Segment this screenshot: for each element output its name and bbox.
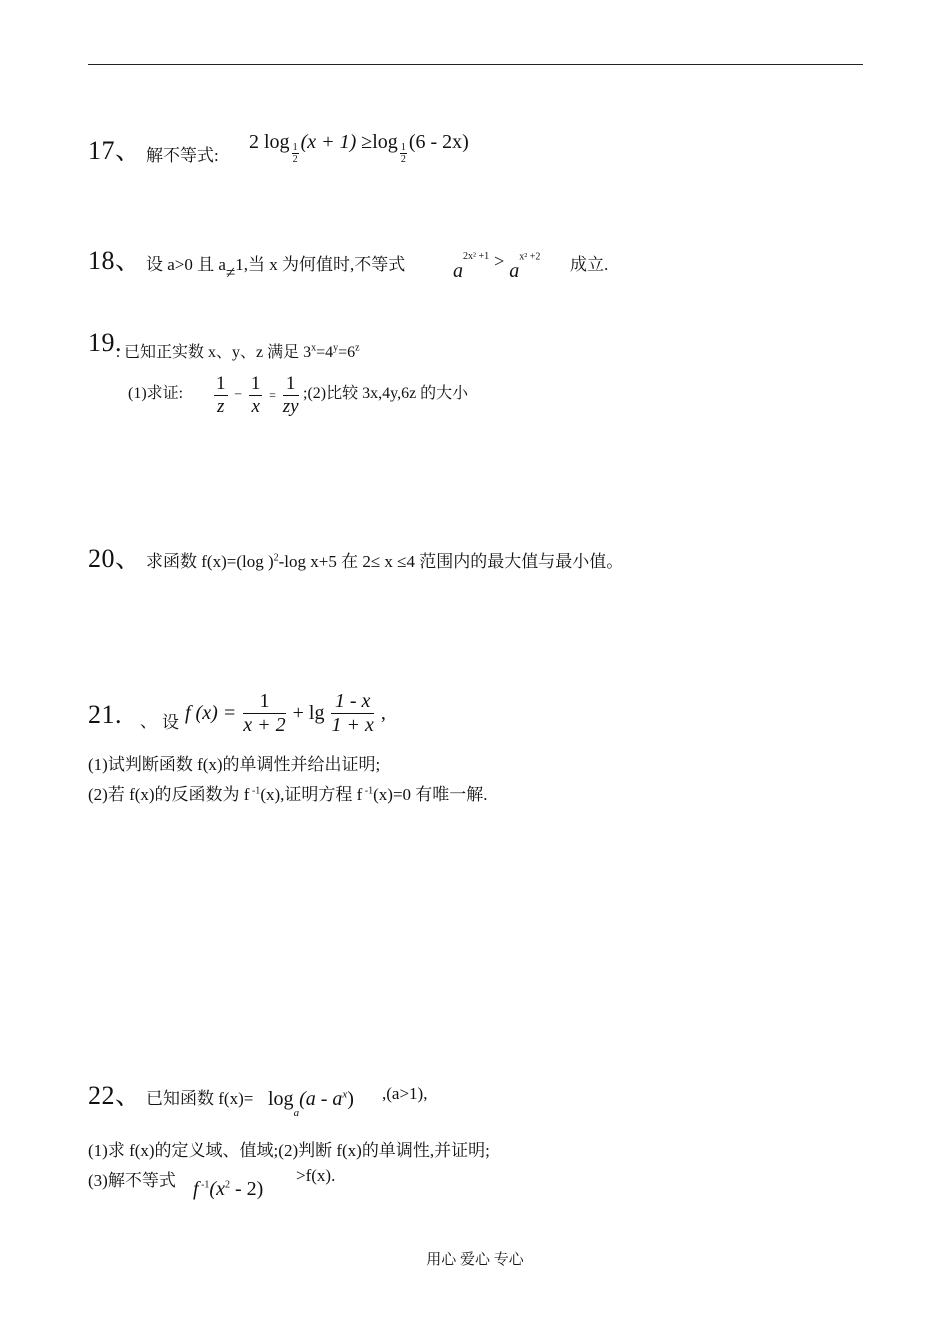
q21-lead: 设 <box>162 713 179 732</box>
q21-part2: (2)若 f(x)的反函数为 f $^{-1}$(x),证明方程 f $^{-1}$(x)=0 有唯一解. <box>88 785 488 804</box>
q22-inverse-expression: f $^{-1}(x^2 - 2)$ <box>193 1178 264 1200</box>
q22-part3-label: (3)解不等式 <box>88 1171 176 1190</box>
q22-text: 已知函数 f(x)= <box>146 1089 254 1108</box>
q19-equation: $\frac{1}{z}$ − $\frac{1}{x}$ = $\frac{1}{zy}$ <box>216 373 299 417</box>
q19-text: . 已知正实数 x、y、z 满足 $3^x=4^y=6^z$ <box>116 342 360 361</box>
q19-frac-2: $\frac{1}{x}$ <box>250 373 261 417</box>
q21-frac-2: $\frac{1 - x}{1 + x}$ <box>331 690 374 736</box>
q21-part1: (1)试判断函数 f(x)的单调性并给出证明; <box>88 755 381 774</box>
q18-number: 18、 <box>88 246 142 275</box>
page-footer: 用心 爱心 专心 <box>426 1252 524 1268</box>
q18-text: 设 a>0 且 a≠1,当 x 为何值时,不等式 <box>146 255 406 282</box>
q18-inequality: $a^{2x^2 +1} > a^{x^2 +2}$ <box>453 251 541 282</box>
q21-frac-1: $\frac{1}{x + 2}$ <box>243 690 286 736</box>
q21-sep: 、 <box>140 712 157 731</box>
header-rule <box>88 64 863 65</box>
q22-part12: (1)求 f(x)的定义域、值域;(2)判断 f(x)的单调性,并证明; <box>88 1141 490 1160</box>
q19-part1-label: (1)求证: <box>128 385 184 402</box>
q18-tail: 成立. <box>570 255 609 274</box>
q17-base-fraction: $\frac{1}{2}$ <box>292 142 298 165</box>
q21-number: 21. <box>88 700 122 729</box>
q20-text: 求函数 f(x)=(log )$^2$-log x+5 在 2≤ x ≤4 范围内的最大值与最小值。 <box>146 552 624 571</box>
q17-base-fraction-2: $\frac{1}{2}$ <box>400 142 406 165</box>
q22-part3-tail: >f(x). <box>296 1166 336 1185</box>
q17-text: 解不等式: <box>146 146 219 165</box>
q17-formula: 2 log $\frac{1}{2}$ (x + 1) ≥log $\frac{1}{2}$ (6 - 2x) <box>249 131 469 165</box>
q19-part2: ;(2)比较 3x,4y,6z 的大小 <box>303 385 469 402</box>
q19-frac-1: $\frac{1}{z}$ <box>216 373 226 417</box>
q22-condition: ,(a>1), <box>382 1084 428 1103</box>
q20-number: 20、 <box>88 544 142 573</box>
q21-formula: f (x) = $\frac{1}{x + 2}$ + lg $\frac{1 - x}{1 + x}$ , <box>185 690 386 736</box>
q19-number: 19. <box>88 328 122 357</box>
q17-number: 17、 <box>88 136 142 165</box>
q19-frac-3: $\frac{1}{zy}$ <box>282 373 299 417</box>
q22-number: 22、 <box>88 1081 142 1110</box>
q22-log-expression: $\log_a(a - a^x)$ <box>268 1088 354 1119</box>
